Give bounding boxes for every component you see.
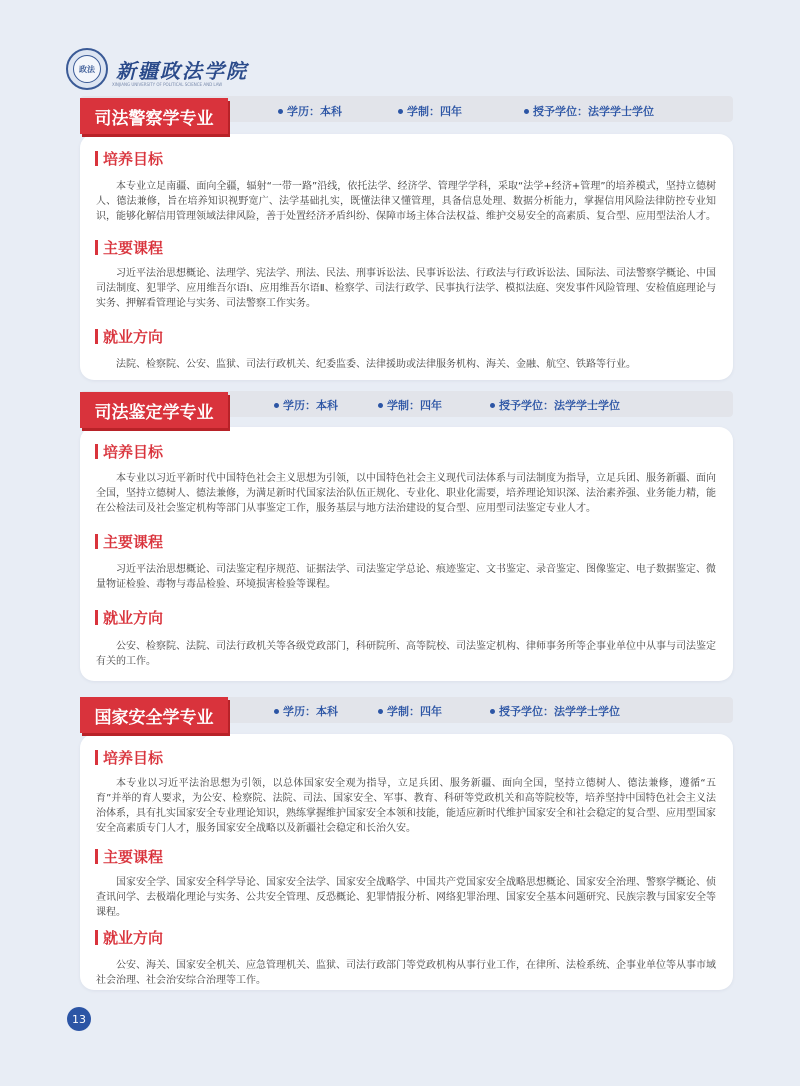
duration-text: 学制：四年 [407,105,462,118]
heading-bar [95,534,98,549]
heading-text: 就业方向 [103,929,164,947]
major-title: 司法警察学专业 [80,98,228,134]
degree-awarded [490,397,620,413]
heading-bar [95,240,98,255]
degree-awarded [524,103,654,119]
degree-awarded-text: 授予学位：法学学士学位 [533,105,654,118]
goal-text: 本专业立足南疆、面向全疆，辐射“一带一路”沿线，依托法学、经济学、管理学学科，采取“法学+经济+管理”的培养模式，坚持立德树人、德法兼修，旨在培养知识视野宽广、法学基础扎实，既懂法律又懂管理，具备信息处理、数据分析能力，掌握信用风险法律防控专业知识，能够化解信用管理领域法律风险，善于处置经济矛盾纠纷、保障市场主体合法权益、维护交易安全的高素质、复合型、应用型法治人才。 [96,181,716,222]
heading-text: 培养目标 [103,150,164,168]
section-heading-goal [95,441,163,462]
heading-text: 培养目标 [103,443,164,461]
courses-text: 习近平法治思想概论、司法鉴定程序规范、证据法学、司法鉴定学总论、痕迹鉴定、文书鉴定、录音鉴定、图像鉴定、电子数据鉴定、微量物证检验、毒物与毒品检验、环境损害检验等课程。 [96,564,716,590]
bullet-icon [398,109,403,114]
heading-bar [95,444,98,459]
seal-text: 政法 [73,55,101,83]
careers-text: 公安、海关、国家安全机关、应急管理机关、监狱、司法行政部门等党政机构从事行业工作，在律所、法检系统、企事业单位等从事市域社会治理、社会治安综合治理等工作。 [96,960,716,986]
heading-bar [95,849,98,864]
bullet-icon [490,709,495,714]
major-card-national-security [80,734,733,990]
degree-level [278,103,342,119]
major-title: 国家安全学专业 [80,697,228,733]
heading-text: 就业方向 [103,609,164,627]
duration-text: 学制：四年 [387,705,442,718]
heading-bar [95,750,98,765]
degree-level [274,397,338,413]
degree-level-text: 学历：本科 [283,399,338,412]
heading-text: 就业方向 [103,328,164,346]
bullet-icon [274,403,279,408]
bullet-icon [490,403,495,408]
major-card-judicial-police [80,134,733,380]
goal-text: 本专业以习近平新时代中国特色社会主义思想为引领，以中国特色社会主义现代司法体系与司法制度为指导，立足兵团、服务新疆、面向全国，坚持立德树人、德法兼修，为满足新时代国家法治队伍正规化、专业化、职业化需要，培养理论知识深、法治素养强、业务能力精，能在公检法司及社会鉴定机构等部门从事鉴定工作，服务基层与地方法治建设的复合型、应用型司法鉴定专业人才。 [96,473,716,514]
duration [378,397,442,413]
section-heading-careers [95,607,163,628]
careers-text: 公安、检察院、法院、司法行政机关等各级党政部门，科研院所、高等院校、司法鉴定机构、律师事务所等企事业单位中从事与司法鉴定有关的工作。 [96,641,716,667]
section-heading-courses [95,237,163,258]
heading-text: 主要课程 [103,533,164,551]
university-name-english: XINJIANG UNIVERSITY OF POLITICAL SCIENCE AND LAW [112,82,223,87]
section-heading-careers [95,927,163,948]
duration [378,703,442,719]
heading-text: 培养目标 [103,749,164,767]
bullet-icon [378,403,383,408]
heading-bar [95,930,98,945]
duration [398,103,462,119]
section-heading-goal [95,148,163,169]
degree-awarded-text: 授予学位：法学学士学位 [499,399,620,412]
heading-text: 主要课程 [103,848,164,866]
duration-text: 学制：四年 [387,399,442,412]
heading-bar [95,329,98,344]
section-heading-goal [95,747,163,768]
courses-text: 国家安全学、国家安全科学导论、国家安全法学、国家安全战略学、中国共产党国家安全战略思想概论、国家安全治理、警察学概论、侦查讯问学、去极端化理论与实务、公共安全管理、反恐概论、犯罪情报分析、网络犯罪治理、国家安全基本问题研究、民族宗教与国家安全等课程。 [96,877,716,918]
degree-level [274,703,338,719]
heading-bar [95,610,98,625]
degree-awarded [490,703,620,719]
bullet-icon [278,109,283,114]
section-heading-courses [95,846,163,867]
courses-text: 习近平法治思想概论、法理学、宪法学、刑法、民法、刑事诉讼法、民事诉讼法、行政法与行政诉讼法、国际法、司法警察学概论、中国司法制度、犯罪学、应用维吾尔语Ⅰ、应用维吾尔语Ⅱ、检察学、司法行政学、民事执行法学、模拟法庭、突发事件风险管理、安检值庭理论与实务、押解看管理论与实务、司法警察工作实务。 [96,268,716,309]
section-heading-careers [95,326,163,347]
university-seal-icon [66,48,108,90]
bullet-icon [378,709,383,714]
university-logo [66,48,248,90]
degree-level-text: 学历：本科 [283,705,338,718]
major-title: 司法鉴定学专业 [80,392,228,428]
heading-text: 主要课程 [103,239,164,257]
university-name: 新疆政法学院 [116,58,248,83]
bullet-icon [274,709,279,714]
bullet-icon [524,109,529,114]
page-number: 13 [67,1007,91,1031]
goal-text: 本专业以习近平法治思想为引领，以总体国家安全观为指导，立足兵团、服务新疆、面向全国，坚持立德树人、德法兼修，遵循“五育”并举的育人要求，为公安、检察院、法院、司法、国家安全、军事、教育、科研等党政机关和高等院校等，培养坚持中国特色社会主义法治体系，具有扎实国家安全专业理论知识，熟练掌握维护国家安全本领和技能，能适应新时代维护国家安全和社会稳定的复合型、应用型国家安全高素质专门人才，服务国家安全战略以及新疆社会稳定和长治久安。 [96,778,716,834]
degree-level-text: 学历：本科 [287,105,342,118]
heading-bar [95,151,98,166]
careers-text: 法院、检察院、公安、监狱、司法行政机关、纪委监委、法律援助或法律服务机构、海关、金融、航空、铁路等行业。 [116,359,636,370]
section-heading-courses [95,531,163,552]
degree-awarded-text: 授予学位：法学学士学位 [499,705,620,718]
